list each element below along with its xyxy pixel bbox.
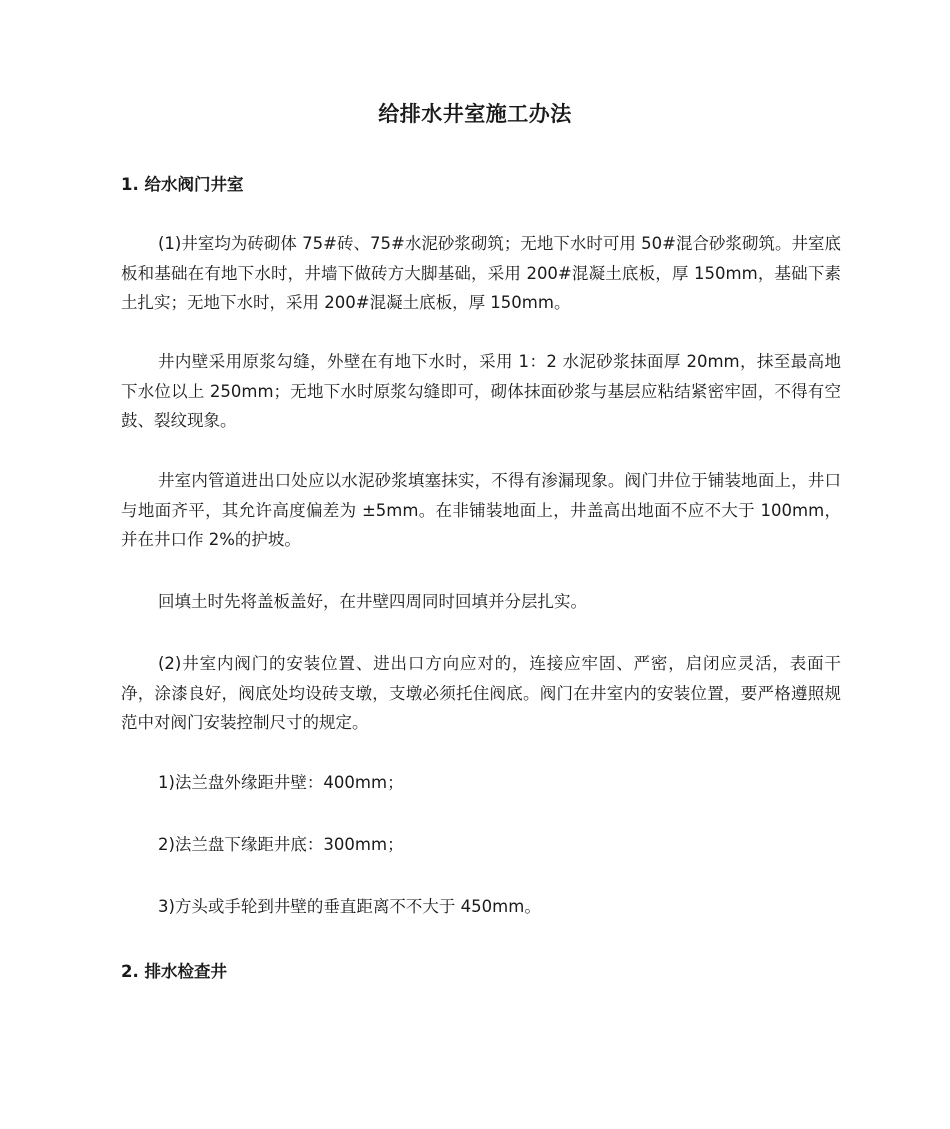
list-item-3: 3)方头或手轮到井壁的垂直距离不不大于 450mm。 — [158, 897, 541, 916]
section-heading-2: 2. 排水检查井 — [121, 962, 227, 981]
paragraph-1: (1)井室均为砖砌体 75#砖、75#水泥砂浆砌筑；无地下水时可用 50#混合砂浆砌筑。井室底板和基础在有地下水时，井墙下做砖方大脚基础，采用 200#混凝土底板，厚 150mm，基础下素土扎实；无地下水时，采用 200#混凝土底板，厚 150mm。 — [121, 234, 841, 312]
paragraph-2: 井内壁采用原浆勾缝，外壁在有地下水时，采用 1：2 水泥砂浆抹面厚 20mm，抹至最高地下水位以上 250mm；无地下水时原浆勾缝即可，砌体抹面砂浆与基层应粘结紧密牢固，不得有空鼓、裂纹现象。 — [121, 352, 841, 430]
list-item-2: 2)法兰盘下缘距井底：300mm； — [158, 835, 404, 854]
paragraph-4: 回填土时先将盖板盖好，在井壁四周同时回填并分层扎实。 — [158, 592, 587, 611]
list-item-1: 1)法兰盘外缘距井壁：400mm； — [158, 773, 404, 792]
paragraph-3: 井室内管道进出口处应以水泥砂浆填塞抹实，不得有渗漏现象。阀门井位于铺装地面上，井口与地面齐平，其允许高度偏差为 ±5mm。在非铺装地面上，井盖高出地面不应不大于 100mm，并在井口作 2%的护坡。 — [121, 471, 841, 549]
paragraph-5: (2)井室内阀门的安装位置、进出口方向应对的，连接应牢固、严密，启闭应灵活，表面干净，涂漆良好，阀底处均设砖支墩，支墩必须托住阀底。阀门在井室内的安装位置，要严格遵照规范中对阀门安装控制尺寸的规定。 — [121, 654, 841, 732]
document-title: 给排水井室施工办法 — [378, 102, 572, 126]
section-heading-1: 1. 给水阀门井室 — [121, 175, 244, 194]
